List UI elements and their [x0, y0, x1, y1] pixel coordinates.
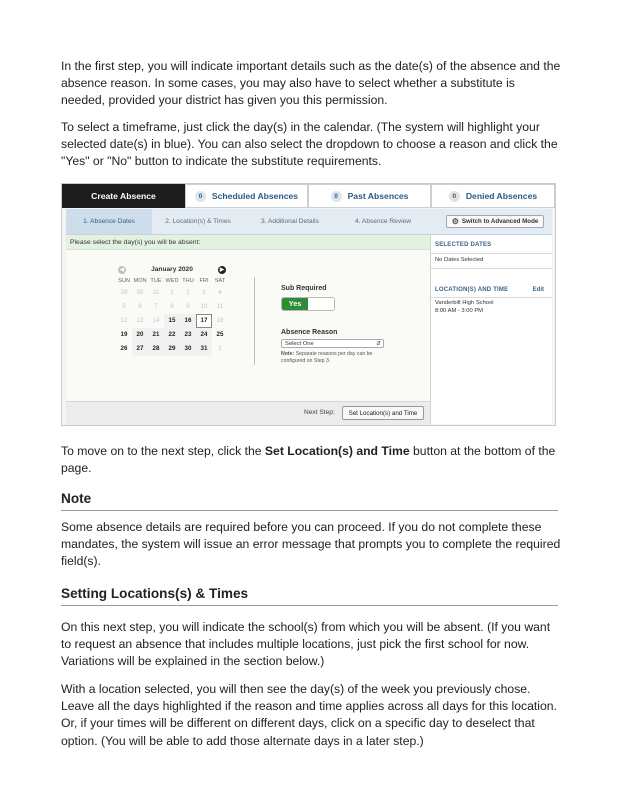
- next-month-icon[interactable]: ▶: [219, 267, 225, 273]
- calendar-day: 5: [122, 303, 126, 310]
- calendar-day: 30: [136, 289, 144, 296]
- weekday-label: SAT: [214, 278, 226, 284]
- reason-note-text: Separate reasons per day can be configured on Step 3.: [281, 351, 373, 364]
- weekday-label: SUN: [118, 278, 130, 284]
- gears-icon: ⚙: [451, 217, 459, 226]
- intro-paragraph-2: To select a timeframe, just click the day(s) in the calendar. (The system will highlight your selected date(s) in blue). You can also select the dropdown to choose a reason and click the "Yes" or "No" button to indicate the substitute requirements.: [61, 120, 558, 169]
- tab-label: Denied Absences: [465, 191, 538, 201]
- reason-note-prefix: Note:: [281, 351, 295, 357]
- tab-denied-absences[interactable]: [431, 184, 555, 208]
- next-step-paragraph: [61, 443, 561, 477]
- calendar-day[interactable]: 16: [180, 314, 196, 328]
- tab-label: Scheduled Absences: [211, 191, 299, 201]
- summary-sidebar: [430, 235, 552, 424]
- calendar-day: 14: [152, 317, 160, 324]
- tab-label: Past Absences: [347, 191, 409, 201]
- school-name: Vanderbilt High School: [435, 300, 494, 306]
- advanced-mode-label: Switch to Advanced Mode: [461, 218, 539, 225]
- absence-form: [66, 235, 430, 424]
- calendar-day: 2: [186, 289, 190, 296]
- step-additional-details[interactable]: 3. Additional Details: [261, 218, 319, 225]
- calendar-day: 19: [120, 331, 128, 338]
- calendar-month: January 2020: [151, 266, 193, 273]
- calendar-day: 29: [120, 289, 128, 296]
- calendar-day: 11: [216, 303, 224, 310]
- calendar-day: 9: [186, 303, 190, 310]
- selected-dates-heading: SELECTED DATES: [435, 242, 492, 248]
- calendar-day[interactable]: 29: [164, 342, 180, 356]
- intro-paragraph-1: In the first step, you will indicate important details such as the date(s) of the absence and the absence reason. In some cases, you may also have to select whether a substitute is needed, provided your district has given you this permission.: [61, 59, 561, 108]
- calendar-day: 25: [216, 331, 224, 338]
- edit-location-link[interactable]: Edit: [532, 287, 544, 293]
- step-absence-review[interactable]: 4. Absence Review: [354, 218, 412, 225]
- calendar-day: 13: [136, 317, 144, 324]
- select-value: Select One: [285, 341, 314, 347]
- emphasis: Set Location(s) and Time: [264, 444, 410, 458]
- advanced-mode-area: [430, 209, 552, 235]
- calendar-day: 8: [170, 303, 174, 310]
- sub-required-toggle[interactable]: [281, 297, 335, 311]
- tab-label: Create Absence: [91, 191, 156, 201]
- note-paragraph: Some absence details are required before you can proceed. If you do not complete these mandates, the system will issue an error message that prompts you to complete the required field(s).: [61, 520, 561, 569]
- tab-create-absence[interactable]: [62, 184, 185, 208]
- tab-bar: [62, 184, 555, 208]
- calendar-days: [116, 286, 228, 356]
- calendar-day[interactable]: 27: [132, 342, 148, 356]
- calendar-day[interactable]: 28: [148, 342, 164, 356]
- text-span: button at the bottom of the page.: [61, 444, 556, 476]
- calendar-day: 7: [154, 303, 158, 310]
- step-absence-dates[interactable]: 1. Absence Dates: [66, 209, 152, 234]
- calendar-day: 18: [216, 317, 224, 324]
- count-badge: 0: [449, 191, 460, 202]
- count-badge: 0: [331, 191, 342, 202]
- calendar-day: 26: [120, 345, 128, 352]
- sub-toggle-yes[interactable]: Yes: [282, 298, 308, 310]
- calendar-day: 6: [138, 303, 142, 310]
- reason-note: [281, 351, 391, 365]
- instruction-banner: Please select the day(s) you will be absent:: [66, 235, 430, 250]
- weekday-label: THU: [182, 278, 194, 284]
- step-locations-times[interactable]: 2. Location(s) & Times: [165, 218, 231, 225]
- calendar-day: 31: [152, 289, 160, 296]
- note-heading: Note: [61, 491, 558, 511]
- calendar-day: 4: [218, 289, 222, 296]
- step-bar: [66, 209, 430, 235]
- weekday-label: WED: [165, 278, 179, 284]
- calendar-header: [116, 264, 228, 276]
- weekday-label: FRI: [199, 278, 209, 284]
- weekday-row: [116, 278, 228, 284]
- tab-scheduled-absences[interactable]: [185, 184, 308, 208]
- calendar-day[interactable]: 22: [164, 328, 180, 342]
- calendar-day[interactable]: 21: [148, 328, 164, 342]
- count-badge: 0: [195, 191, 206, 202]
- form-footer: [66, 401, 430, 425]
- location-heading: LOCATION(S) AND TIME: [435, 287, 509, 293]
- calendar-day[interactable]: 15: [164, 314, 180, 328]
- calendar-day: 3: [202, 289, 206, 296]
- weekday-label: MON: [133, 278, 147, 284]
- calendar-day[interactable]: 24: [196, 328, 212, 342]
- calendar-day[interactable]: 31: [196, 342, 212, 356]
- calendar-day[interactable]: 20: [132, 328, 148, 342]
- locations-paragraph-1: On this next step, you will indicate the school(s) from which you will be absent. (If you want to request an absence that includes multiple locations, just pick the first school for now. Variations will be explained in the section below.): [61, 620, 551, 669]
- time-range: 8:00 AM - 3:00 PM: [435, 308, 484, 314]
- locations-heading: Setting Locations(s) & Times: [61, 586, 558, 606]
- divider: [431, 268, 552, 269]
- calendar-day[interactable]: 23: [180, 328, 196, 342]
- advanced-mode-button[interactable]: [446, 215, 544, 228]
- calendar-day: 1: [170, 289, 174, 296]
- sub-required-label: Sub Required: [281, 285, 327, 292]
- prev-month-icon[interactable]: ◀: [119, 267, 125, 273]
- calendar: [116, 264, 228, 356]
- absence-reason-label: Absence Reason: [281, 329, 338, 336]
- calendar-day: 12: [120, 317, 128, 324]
- calendar-day-today[interactable]: 17: [196, 314, 212, 328]
- chevron-updown-icon: ⇵: [376, 341, 381, 347]
- weekday-label: TUE: [150, 278, 162, 284]
- absence-reason-select[interactable]: [281, 339, 384, 348]
- create-absence-screenshot: [61, 183, 556, 426]
- divider: [254, 277, 255, 365]
- text-span: To move on to the next step, click the: [61, 444, 265, 458]
- set-location-time-button[interactable]: Set Location(s) and Time: [342, 406, 424, 420]
- next-step-label: Next Step:: [304, 409, 335, 416]
- calendar-day: 1: [218, 345, 222, 352]
- calendar-day[interactable]: 30: [180, 342, 196, 356]
- divider: [431, 297, 552, 298]
- selected-dates-value: No Dates Selected: [435, 257, 484, 263]
- locations-paragraph-2: With a location selected, you will then see the day(s) of the week you previously chose. Leave all the days highlighted if the reason and time applies across all days for this location. Or, if your times will be different on different days, click on a specific day to deselect that option. (You will be able to add those alternate days in a later step.): [61, 682, 557, 748]
- calendar-day: 10: [200, 303, 208, 310]
- tab-past-absences[interactable]: [308, 184, 431, 208]
- divider: [431, 253, 552, 254]
